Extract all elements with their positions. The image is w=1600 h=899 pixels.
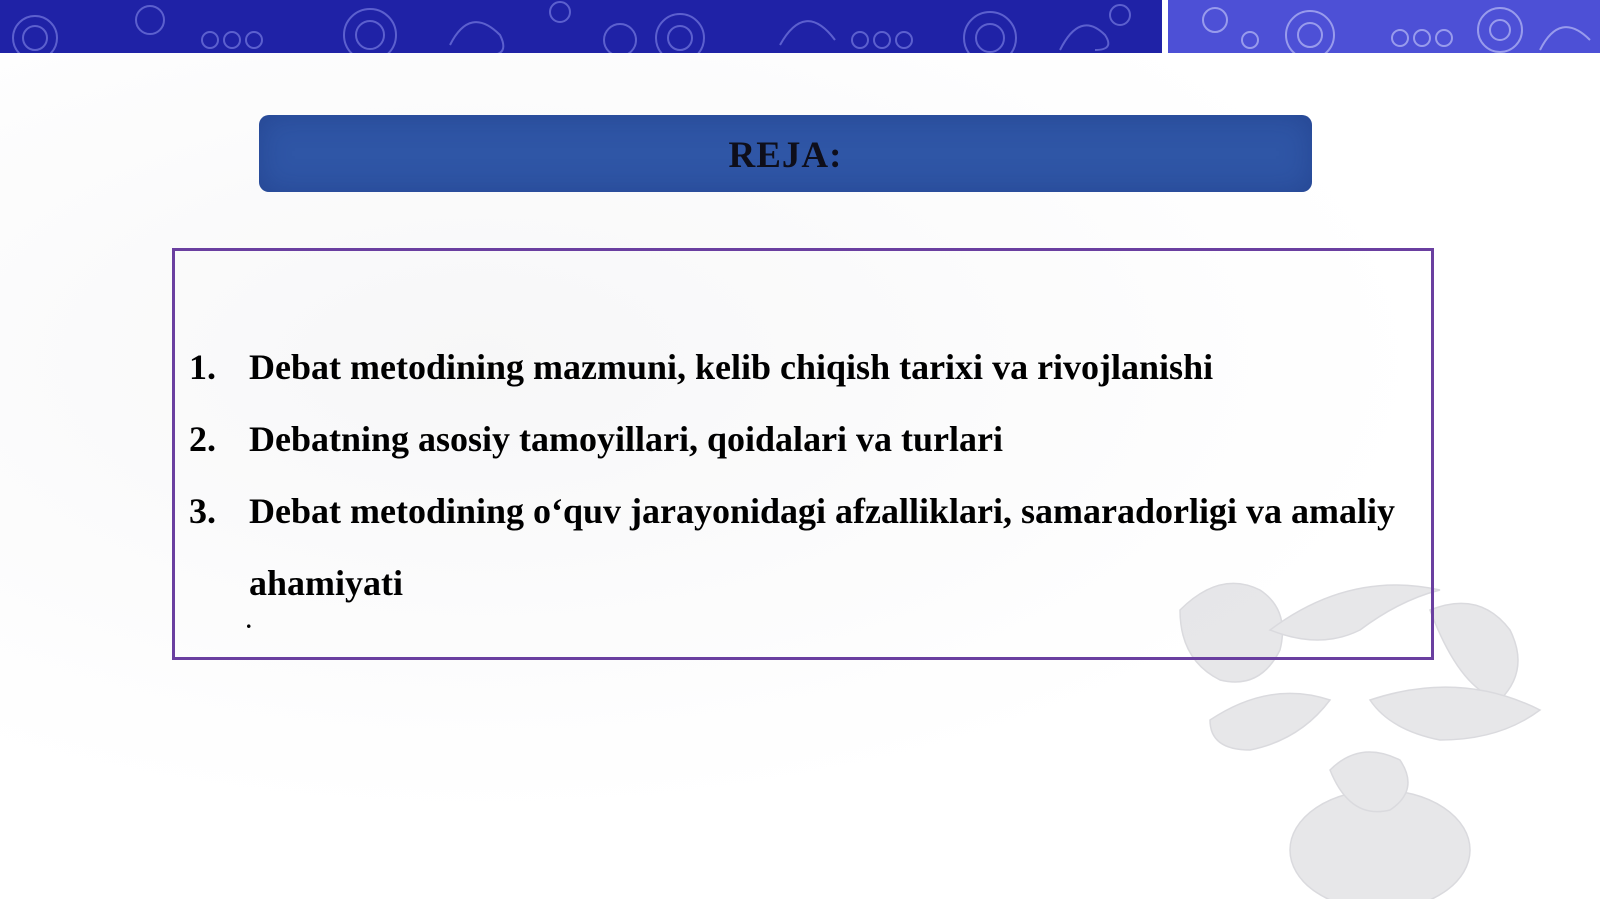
list-item-number: 3. (189, 491, 216, 531)
list-item-number: 1. (189, 347, 216, 387)
plan-list (189, 331, 1419, 619)
plan-content-box (172, 248, 1434, 660)
paisley-pattern-icon (0, 0, 1600, 53)
trailing-mark: . (246, 608, 252, 633)
page-title: REJA: (728, 135, 843, 176)
list-item (189, 331, 1419, 403)
list-item (189, 403, 1419, 475)
list-item-text: Debat metodining mazmuni, kelib chiqish tarixi va rivojlanishi (249, 347, 1214, 387)
list-item-number: 2. (189, 419, 216, 459)
title-bar (259, 115, 1312, 192)
list-item-text: Debatning asosiy tamoyillari, qoidalari va turlari (249, 419, 1004, 459)
top-banner (0, 0, 1600, 53)
list-item-text: Debat metodining o‘quv jarayonidagi afzalliklari, samaradorligi va amaliy ahamiyati (249, 491, 1396, 603)
list-item (189, 475, 1419, 619)
